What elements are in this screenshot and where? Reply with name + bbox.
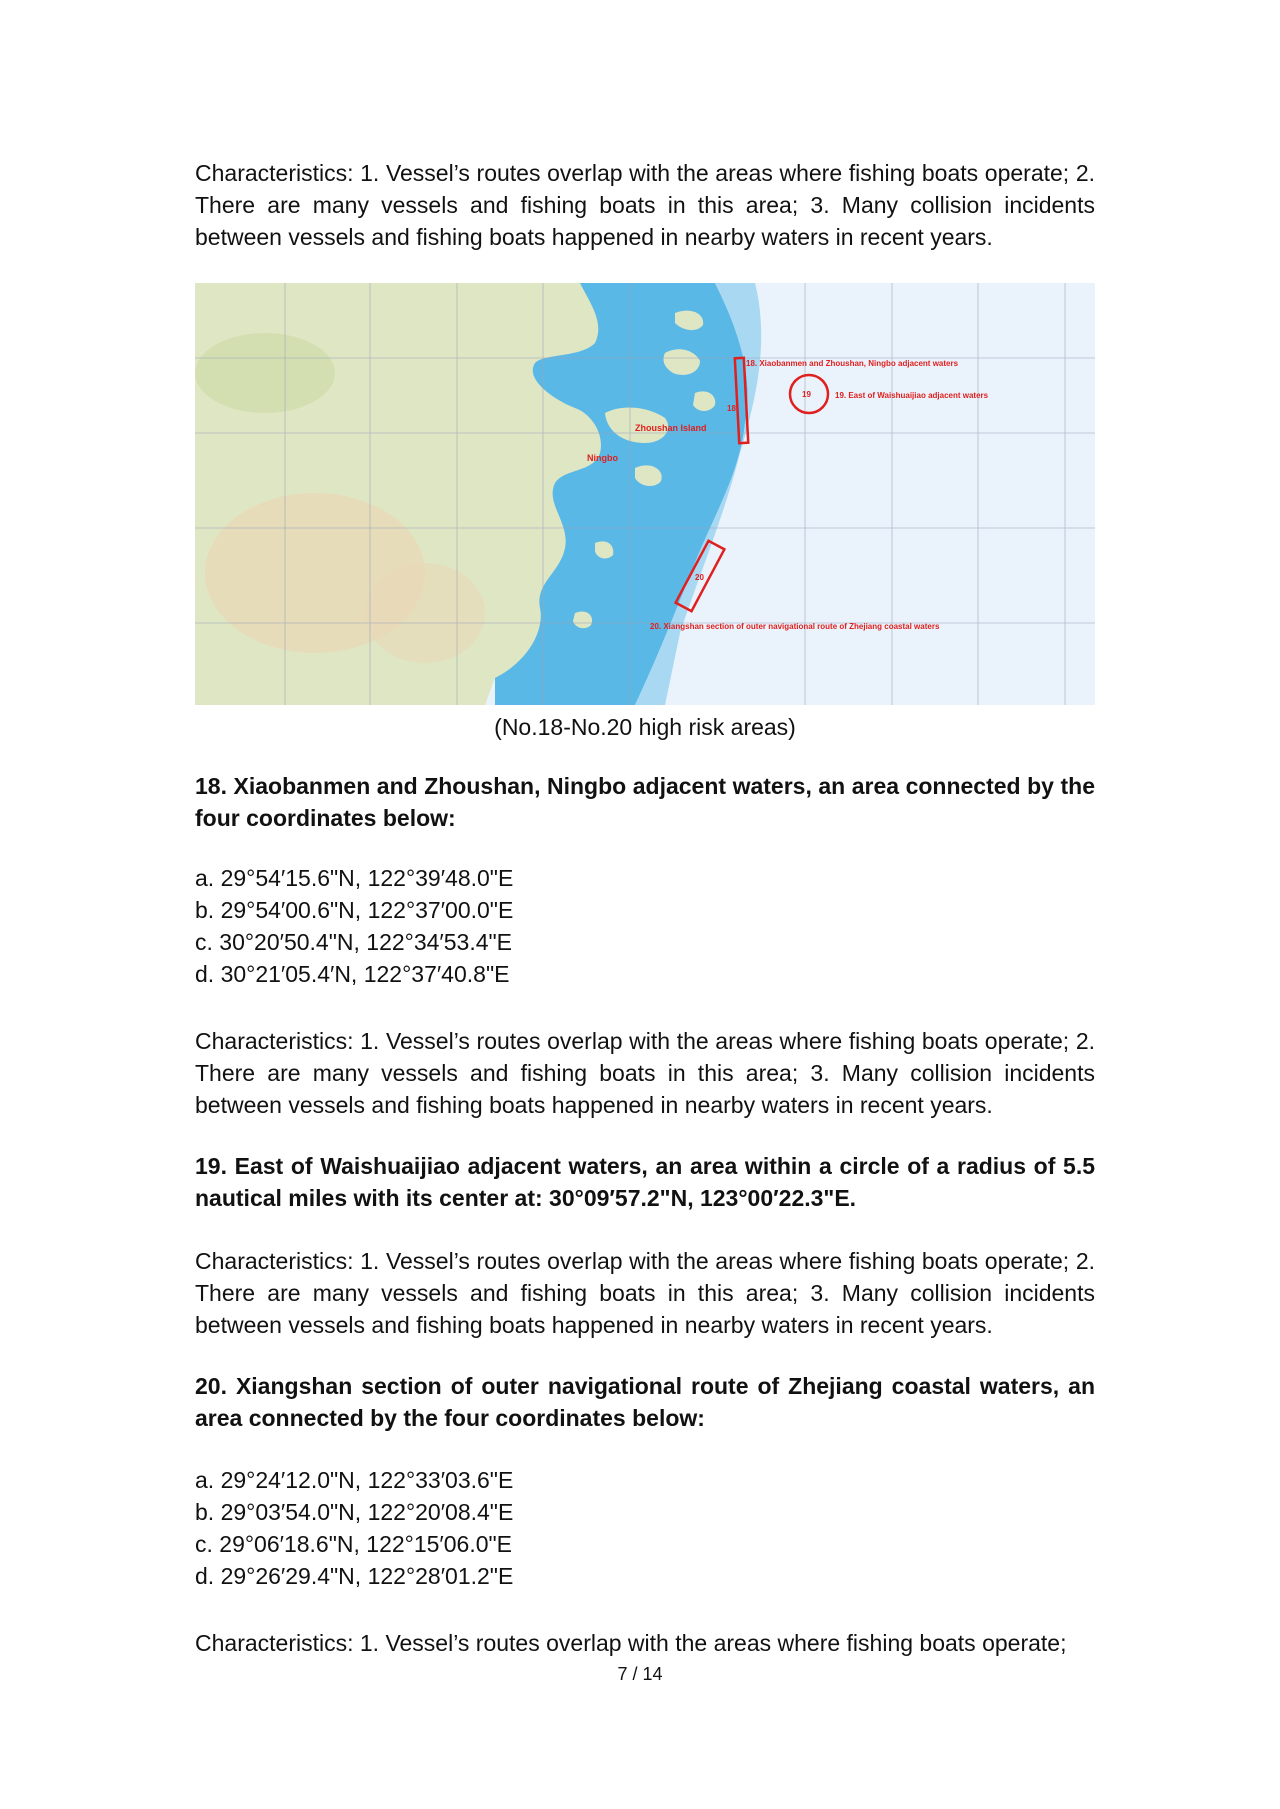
section-18-coordinates <box>195 862 1095 990</box>
section-18-characteristics <box>195 1025 1095 1121</box>
hills <box>365 563 485 663</box>
coordinate-line: c. 29°06′18.6"N, 122°15′06.0"E <box>195 1531 513 1557</box>
lowland <box>195 333 335 413</box>
area-18-number: 18 <box>727 404 736 413</box>
page-number: 7 / 14 <box>617 1664 663 1684</box>
intro-paragraph <box>195 157 1095 253</box>
map-caption: (No.18-No.20 high risk areas) <box>494 714 796 740</box>
coordinate-line: a. 29°54′15.6"N, 122°39′48.0"E <box>195 865 514 891</box>
section-20-characteristics <box>195 1627 1095 1659</box>
coordinate-line: b. 29°03′54.0"N, 122°20′08.4"E <box>195 1499 514 1525</box>
area-18-label: 18. Xiaobanmen and Zhoushan, Ningbo adjacent waters <box>746 359 959 368</box>
area-20-number: 20 <box>695 573 704 582</box>
coordinate-line: d. 29°26′29.4"N, 122°28′01.2"E <box>195 1563 514 1589</box>
section-18-heading: 18. Xiaobanmen and Zhoushan, Ningbo adjacent waters, an area connected by the four coordinates below: <box>195 773 1095 831</box>
coordinate-line: a. 29°24′12.0"N, 122°33′03.6"E <box>195 1467 514 1493</box>
coordinate-line: d. 30°21′05.4′N, 122°37′40.8"E <box>195 961 510 987</box>
section-20-coordinates <box>195 1464 1095 1592</box>
area-19-label: 19. East of Waishuaijiao adjacent waters <box>835 391 989 400</box>
section-18 <box>195 770 1095 834</box>
area-20-label: 20. Xiangshan section of outer navigational route of Zhejiang coastal waters <box>650 622 940 631</box>
coordinate-line: c. 30°20′50.4"N, 122°34′53.4"E <box>195 929 513 955</box>
characteristics-text: Characteristics: 1. Vessel’s routes overlap with the areas where fishing boats operate; 2. There are many vessels and fishing boats in this area; 3. Many collision incidents between vessels and fishing boats happened in nearby waters in recent years. <box>195 1248 1095 1338</box>
section-19-heading: 19. East of Waishuaijiao adjacent waters, an area within a circle of a radius of 5.5 nautical miles with its center at: 30°09′57.2"N, 123°00′22.3"E. <box>195 1153 1095 1211</box>
characteristics-text: Characteristics: 1. Vessel’s routes overlap with the areas where fishing boats operate; <box>195 1630 1067 1656</box>
intro-characteristics: Characteristics: 1. Vessel’s routes overlap with the areas where fishing boats operate; 2. There are many vessels and fishing boats in this area; 3. Many collision incidents between vessels and fishing boats happened in nearby waters in recent years. <box>195 160 1095 250</box>
risk-area-map <box>195 283 1095 705</box>
section-19-characteristics <box>195 1245 1095 1341</box>
map-caption-block <box>195 711 1095 743</box>
ningbo-label: Ningbo <box>587 453 618 463</box>
section-19 <box>195 1150 1095 1214</box>
section-20 <box>195 1370 1095 1434</box>
area-19-number: 19 <box>802 390 811 399</box>
characteristics-text: Characteristics: 1. Vessel’s routes overlap with the areas where fishing boats operate; 2. There are many vessels and fishing boats in this area; 3. Many collision incidents between vessels and fishing boats happened in nearby waters in recent years. <box>195 1028 1095 1118</box>
zhoushan-label: Zhoushan Island <box>635 423 707 433</box>
coordinate-line: b. 29°54′00.6"N, 122°37′00.0"E <box>195 897 514 923</box>
section-20-heading: 20. Xiangshan section of outer navigational route of Zhejiang coastal waters, an area connected by the four coordinates below: <box>195 1373 1095 1431</box>
